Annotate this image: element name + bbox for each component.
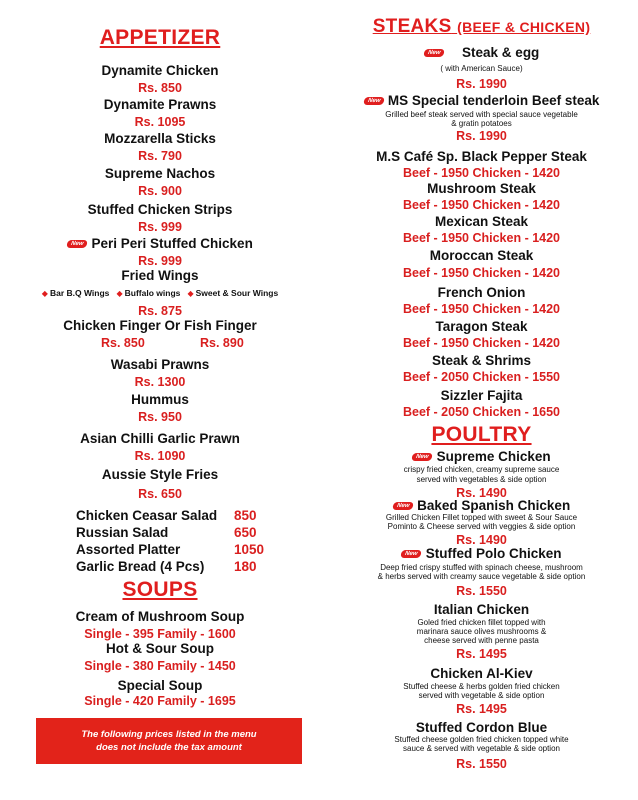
menu-item-label: Steak & egg bbox=[462, 45, 540, 60]
steak-name: Sizzler Fajita bbox=[440, 388, 523, 403]
menu-item-desc: Grilled Chicken Fillet topped with sweet & Sour Sauce bbox=[385, 513, 578, 522]
menu-item-desc: & herbs served with creamy sauce vegetable & side option bbox=[377, 572, 586, 581]
salad-name: Assorted Platter bbox=[76, 542, 181, 557]
steaks-subtitle: (BEEF & CHICKEN) bbox=[457, 19, 591, 35]
steak-name: M.S Café Sp. Black Pepper Steak bbox=[376, 149, 587, 164]
menu-item-name: Dynamite Chicken bbox=[101, 63, 219, 78]
menu-item-name: Dynamite Prawns bbox=[103, 97, 217, 112]
steak-name: Mushroom Steak bbox=[427, 181, 536, 196]
new-badge-icon: New bbox=[363, 97, 385, 105]
menu-item-price: Rs. 875 bbox=[138, 304, 182, 318]
salad-price: 850 bbox=[234, 508, 257, 523]
menu-item-label: Supreme Chicken bbox=[436, 449, 551, 464]
new-badge-icon: New bbox=[66, 240, 88, 248]
menu-item-desc: served with vegetables & side option bbox=[416, 475, 547, 484]
menu-item-desc: ( with American Sauce) bbox=[440, 64, 523, 73]
menu-item-name-new bbox=[325, 449, 638, 464]
wings-option: Bar B.Q Wings bbox=[49, 288, 110, 298]
menu-item-name: Chicken Finger Or Fish Finger bbox=[63, 318, 257, 333]
menu-item-price: Rs. 1490 bbox=[456, 533, 507, 547]
menu-item-name: Stuffed Chicken Strips bbox=[87, 202, 233, 217]
menu-item-desc: Stuffed cheese & herbs golden fried chicken bbox=[403, 682, 560, 691]
menu-item-desc: served with vegetable & side option bbox=[418, 691, 545, 700]
menu-item-name: Chicken Al-Kiev bbox=[430, 666, 533, 681]
bullet-icon: ◆ bbox=[187, 289, 194, 298]
menu-item-desc: Deep fried crispy stuffed with spinach cheese, mushroom bbox=[380, 563, 583, 572]
salad-row bbox=[76, 525, 296, 543]
menu-item-price: Rs. 1495 bbox=[456, 647, 507, 661]
salad-row bbox=[76, 559, 296, 577]
menu-item-price: Rs. 790 bbox=[138, 149, 182, 163]
salad-row bbox=[76, 508, 296, 526]
menu-item-price: Rs. 850 bbox=[138, 81, 182, 95]
steak-price: Beef - 2050 Chicken - 1650 bbox=[402, 405, 561, 419]
menu-item-price: Rs. 1095 bbox=[134, 115, 186, 129]
menu-item-price: Rs. 1090 bbox=[134, 449, 186, 463]
steaks-title: STEAKS bbox=[372, 16, 452, 37]
new-badge-icon: New bbox=[392, 502, 414, 510]
new-badge-icon: New bbox=[401, 550, 423, 558]
steak-name: French Onion bbox=[437, 285, 526, 300]
menu-item-name-new bbox=[325, 546, 638, 561]
menu-item-desc: sauce & served with vegetable & side option bbox=[403, 744, 560, 753]
steak-price: Beef - 1950 Chicken - 1420 bbox=[402, 336, 561, 350]
salad-price: 650 bbox=[234, 525, 257, 540]
menu-item-price: Rs. 1550 bbox=[456, 757, 507, 771]
menu-item-price: Rs. 900 bbox=[138, 184, 182, 198]
salad-name: Russian Salad bbox=[76, 525, 169, 540]
wings-option: Buffalo wings bbox=[124, 288, 181, 298]
steak-name: Taragon Steak bbox=[435, 319, 528, 334]
steak-price: Beef - 1950 Chicken - 1420 bbox=[402, 231, 561, 245]
menu-item-label: Baked Spanish Chicken bbox=[417, 498, 571, 513]
menu-item-price: Rs. 999 bbox=[138, 220, 182, 234]
menu-item-price: Rs. 999 bbox=[138, 254, 182, 268]
menu-item-name: Aussie Style Fries bbox=[101, 467, 219, 482]
menu-item-name: Asian Chilli Garlic Prawn bbox=[80, 431, 240, 446]
steak-price: Beef - 1950 Chicken - 1420 bbox=[402, 266, 561, 280]
menu-item-name: Stuffed Cordon Blue bbox=[415, 720, 548, 735]
menu-item-price: Rs. 1990 bbox=[456, 77, 507, 91]
menu-item-label: Peri Peri Stuffed Chicken bbox=[91, 236, 253, 251]
tax-note-line: does not include the tax amount bbox=[96, 742, 242, 753]
menu-item-name: Wasabi Prawns bbox=[110, 357, 210, 372]
menu-item-name: Fried Wings bbox=[121, 268, 199, 283]
menu-item-name: Hummus bbox=[131, 392, 189, 407]
new-badge-icon: New bbox=[423, 49, 445, 57]
menu-item-price: Rs. 1990 bbox=[456, 129, 507, 143]
soup-name: Cream of Mushroom Soup bbox=[75, 609, 245, 624]
salad-row bbox=[76, 542, 296, 560]
steak-name: Mexican Steak bbox=[434, 214, 529, 229]
menu-item-desc: Grilled beef steak served with special sauce vegetable bbox=[385, 110, 578, 119]
menu-item-desc: & gratin potatoes bbox=[451, 119, 512, 128]
soup-price: Single - 380 Family - 1450 bbox=[84, 659, 236, 673]
menu-item-name-new bbox=[325, 93, 638, 108]
menu-item-label: Stuffed Polo Chicken bbox=[425, 546, 562, 561]
menu-item-name: Italian Chicken bbox=[433, 602, 530, 617]
menu-item-price: Rs. 1300 bbox=[134, 375, 186, 389]
appetizer-heading: APPETIZER bbox=[99, 26, 221, 49]
menu-item-name-new bbox=[0, 236, 320, 251]
menu-item-price: Rs. 1550 bbox=[456, 584, 507, 598]
poultry-heading: POULTRY bbox=[431, 423, 532, 446]
menu-item-price-a: Rs. 850 bbox=[101, 336, 145, 350]
menu-item-price: Rs. 1490 bbox=[456, 486, 507, 500]
menu-item-price: Rs. 650 bbox=[138, 487, 182, 501]
menu-item-desc: Goled fried chicken fillet topped with bbox=[417, 618, 546, 627]
soup-price: Single - 395 Family - 1600 bbox=[84, 627, 236, 641]
menu-item-price: Rs. 1495 bbox=[456, 702, 507, 716]
steak-price: Beef - 2050 Chicken - 1550 bbox=[402, 370, 561, 384]
menu-item-desc: Pominto & Cheese served with veggies & side option bbox=[387, 522, 576, 531]
soup-name: Special Soup bbox=[117, 678, 203, 693]
new-badge-icon: New bbox=[411, 453, 433, 461]
soups-heading: SOUPS bbox=[122, 578, 198, 601]
soup-price: Single - 420 Family - 1695 bbox=[84, 694, 236, 708]
steak-name: Steak & Shrims bbox=[431, 353, 532, 368]
menu-item-price: Rs. 950 bbox=[138, 410, 182, 424]
soup-name: Hot & Sour Soup bbox=[106, 641, 214, 656]
steak-price: Beef - 1950 Chicken - 1420 bbox=[402, 166, 561, 180]
salad-name: Garlic Bread (4 Pcs) bbox=[76, 559, 205, 574]
menu-item-desc: cheese served with penne pasta bbox=[424, 636, 539, 645]
menu-item-label: MS Special tenderloin Beef steak bbox=[387, 93, 600, 108]
steak-name: Moroccan Steak bbox=[429, 248, 534, 263]
menu-item-name: Mozzarella Sticks bbox=[104, 131, 216, 146]
wings-option: Sweet & Sour Wings bbox=[195, 288, 279, 298]
menu-item-desc: marinara sauce olives mushrooms & bbox=[416, 627, 547, 636]
wings-options bbox=[0, 288, 320, 298]
steaks-heading bbox=[325, 16, 638, 38]
menu-item-name: Supreme Nachos bbox=[104, 166, 216, 181]
steak-price: Beef - 1950 Chicken - 1420 bbox=[402, 198, 561, 212]
steak-price: Beef - 1950 Chicken - 1420 bbox=[402, 302, 561, 316]
menu-item-name-new bbox=[325, 498, 638, 513]
salad-price: 180 bbox=[234, 559, 257, 574]
menu-item-desc: Stuffed cheese golden fried chicken topped white bbox=[394, 735, 569, 744]
salad-name: Chicken Ceasar Salad bbox=[76, 508, 218, 523]
tax-note-line: The following prices listed in the menu bbox=[81, 729, 257, 740]
bullet-icon: ◆ bbox=[41, 289, 48, 298]
menu-item-desc: crispy fried chicken, creamy supreme sauce bbox=[403, 465, 560, 474]
menu-item-price-b: Rs. 890 bbox=[200, 336, 244, 350]
menu-item-name-new bbox=[325, 45, 638, 60]
tax-note-box bbox=[36, 718, 302, 764]
bullet-icon: ◆ bbox=[116, 289, 123, 298]
salad-price: 1050 bbox=[234, 542, 265, 557]
